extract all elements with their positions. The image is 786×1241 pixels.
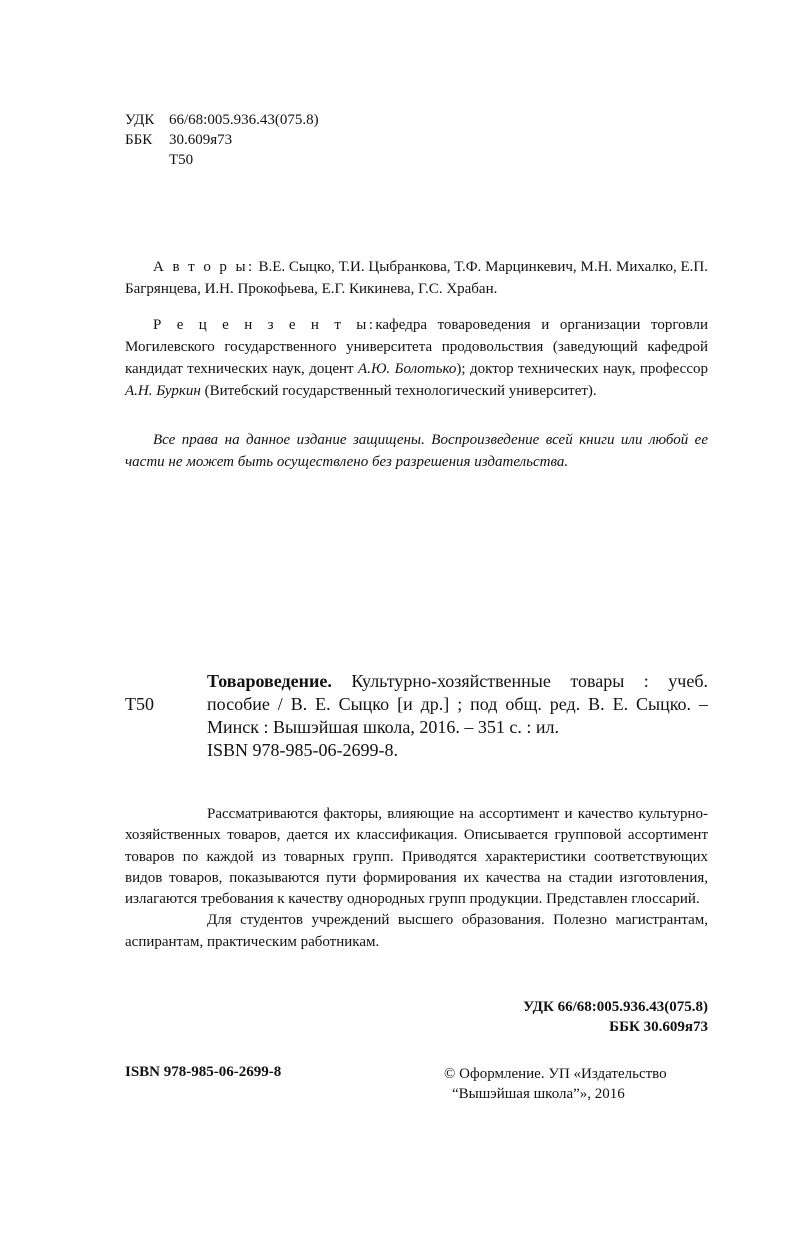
- copyright-line-1: © Оформление. УП «Издательство: [444, 1066, 667, 1082]
- bbk-label: ББК: [125, 132, 153, 148]
- bibliographic-record: [207, 670, 708, 762]
- rights-text: Все права на данное издание защищены. Воспроизведение всей книги или любой ее части не может быть осуществлено без разрешения издательства.: [125, 432, 708, 470]
- udk-label: УДК: [125, 112, 155, 128]
- reviewers-text-3: (Витебский государственный технологический университет).: [204, 383, 597, 399]
- footer-codes: [523, 997, 708, 1037]
- annotation-paragraph-2: Для студентов учреждений высшего образования. Полезно магистрантам, аспирантам, практическим работникам.: [125, 912, 708, 950]
- authors-paragraph: [125, 256, 708, 300]
- reviewers-text-1: кафедра товароведения и организации торговли Могилевского государственного университета продовольствия (заведующий кафедрой кандидат технических наук, доцент: [125, 317, 708, 377]
- isbn-bottom: ISBN 978-985-06-2699-8: [125, 1064, 282, 1080]
- footer-bbk: ББК 30.609я73: [609, 1019, 708, 1035]
- book-title: Товароведение.: [207, 671, 332, 691]
- copyright-line-2: “Вышэйшая школа”», 2016: [452, 1086, 625, 1102]
- reviewers-label: Р е ц е н з е н т ы:: [153, 317, 376, 333]
- reviewers-text-2: ); доктор технических наук, профессор: [456, 361, 709, 377]
- classification-codes: [125, 110, 319, 170]
- reviewer-name-1: А.Ю. Болотько: [358, 361, 457, 377]
- bbk-row: [125, 130, 319, 150]
- book-isbn: ISBN 978-985-06-2699-8.: [207, 740, 398, 760]
- authors-label: А в т о р ы:: [153, 259, 255, 275]
- book-description: Культурно-хозяйственные товары : учеб. пособие / В. Е. Сыцко [и др.] ; под общ. ред. В. Е. Сыцко. – Минск : Вышэйшая школа, 2016. – 351 с. : ил.: [207, 671, 708, 737]
- reviewer-name-2: А.Н. Буркин: [125, 383, 201, 399]
- annotation: [125, 804, 708, 953]
- bbk-value: 30.609я73: [169, 132, 233, 148]
- rights-notice: [125, 429, 708, 473]
- authors-text: В.Е. Сыцко, Т.И. Цыбранкова, Т.Ф. Марцинкевич, М.Н. Михалко, Е.П. Багрянцева, И.Н. Прокофьева, Е.Г. Кикинева, Г.С. Храбан.: [125, 259, 709, 297]
- annotation-paragraph-1: Рассматриваются факторы, влияющие на ассортимент и качество культурно-хозяйственных товаров, дается их классификация. Описывается групповой ассортимент товаров по каждой из товарных групп. Приводятся характеристики соответствующих видов товаров, показываются пути формирования их качества на стадии изготовления, излагаются требования к качеству однородных групп продукции. Представлен глоссарий.: [125, 806, 708, 908]
- copyright-notice: [444, 1064, 667, 1104]
- author-mark: Т50: [169, 152, 194, 168]
- book-author-mark: Т50: [125, 694, 154, 714]
- reviewers-paragraph: [125, 314, 708, 402]
- udk-row: [125, 110, 319, 130]
- footer-udk: УДК 66/68:005.936.43(075.8): [523, 999, 708, 1015]
- udk-value: 66/68:005.936.43(075.8): [169, 112, 319, 128]
